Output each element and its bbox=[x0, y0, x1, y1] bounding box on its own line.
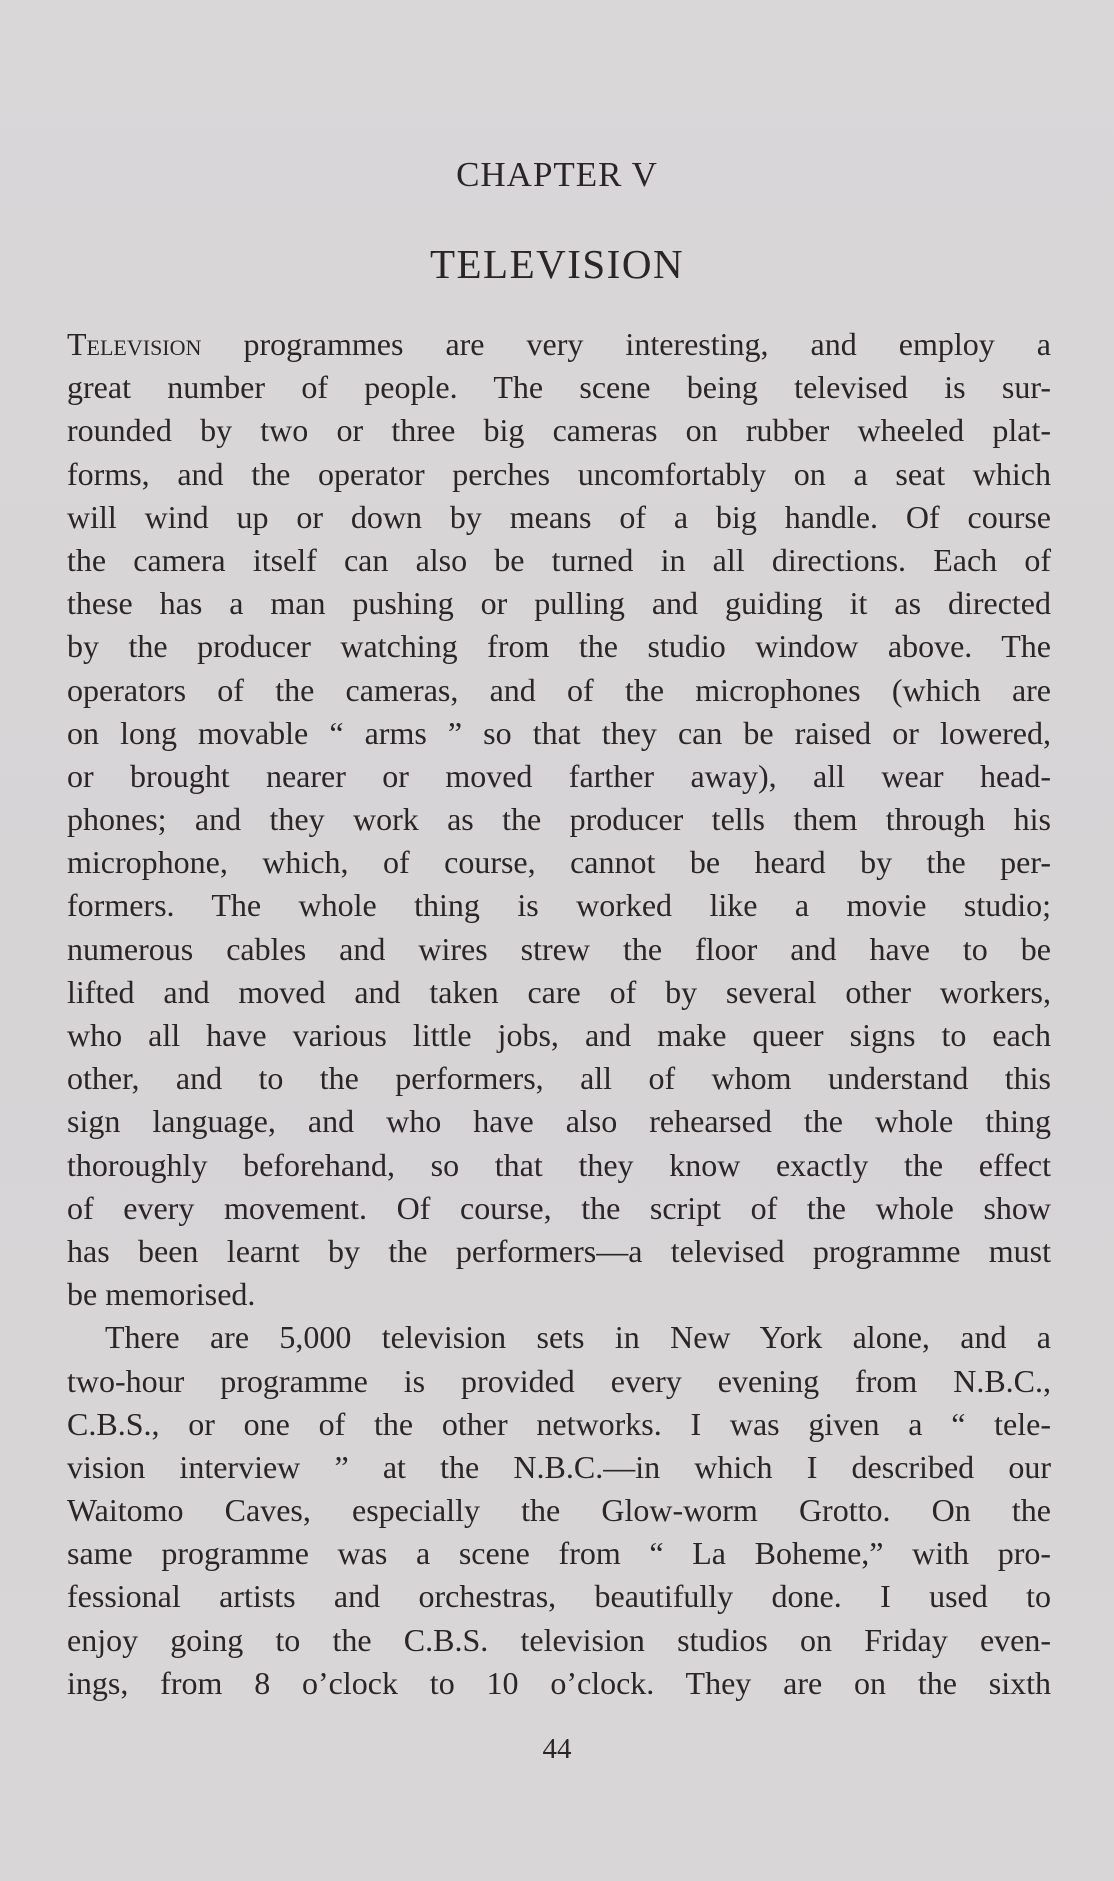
text-line: enjoy going to the C.B.S. television studios on Friday even- bbox=[67, 1621, 1051, 1658]
text-line: sign language, and who have also rehearsed the whole thing bbox=[67, 1103, 1051, 1140]
text-line: microphone, which, of course, cannot be heard by the per- bbox=[67, 844, 1051, 881]
text-line: forms, and the operator perches uncomfortably on a seat which bbox=[67, 455, 1051, 492]
text-line: Television programmes are very interesting, and employ a bbox=[67, 326, 1051, 362]
page-number: 44 bbox=[542, 1733, 572, 1765]
text-line: C.B.S., or one of the other networks. I was given a “ tele- bbox=[67, 1405, 1051, 1442]
text-line: lifted and moved and taken care of by several other workers, bbox=[67, 973, 1051, 1010]
text-line: ings, from 8 o’clock to 10 o’clock. They are on the sixth bbox=[67, 1664, 1051, 1701]
text-line: phones; and they work as the producer tells them through his bbox=[67, 801, 1051, 838]
text-line: these has a man pushing or pulling and guiding it as directed bbox=[67, 585, 1051, 622]
text-line: or brought nearer or moved farther away), all wear head- bbox=[67, 757, 1051, 794]
text-line: will wind up or down by means of a big handle. Of course bbox=[67, 498, 1051, 535]
body-text bbox=[67, 323, 1051, 1705]
text-line: two-hour programme is provided every evening from N.B.C., bbox=[67, 1362, 1051, 1399]
text-line: on long movable “ arms ” so that they can be raised or lowered, bbox=[67, 714, 1051, 751]
paragraph bbox=[67, 323, 1051, 1316]
text-line: formers. The whole thing is worked like a movie studio; bbox=[67, 887, 1051, 924]
text-line: There are 5,000 television sets in New York alone, and a bbox=[105, 1319, 1051, 1356]
text-line: be memorised. bbox=[67, 1276, 256, 1313]
text-line: Waitomo Caves, especially the Glow-worm Grotto. On the bbox=[67, 1492, 1051, 1529]
text-line: great number of people. The scene being televised is sur- bbox=[67, 369, 1051, 406]
chapter-label: CHAPTER V bbox=[456, 155, 658, 194]
text-line: same programme was a scene from “ La Boheme,” with pro- bbox=[67, 1535, 1051, 1572]
text-line: numerous cables and wires strew the floor and have to be bbox=[67, 930, 1051, 967]
text-line: who all have various little jobs, and make queer signs to each bbox=[67, 1017, 1051, 1053]
text-line: the camera itself can also be turned in all directions. Each of bbox=[67, 541, 1051, 578]
text-line: of every movement. Of course, the script of the whole show bbox=[67, 1189, 1051, 1226]
first-word: Television bbox=[67, 326, 202, 362]
text-line: other, and to the performers, all of whom understand this bbox=[67, 1060, 1051, 1097]
chapter-title: TELEVISION bbox=[429, 241, 685, 287]
text-line: rounded by two or three big cameras on rubber wheeled plat- bbox=[67, 412, 1051, 449]
text-line: thoroughly beforehand, so that they know exactly the effect bbox=[67, 1146, 1051, 1183]
text-line: operators of the cameras, and of the microphones (which are bbox=[67, 671, 1051, 708]
text-line: fessional artists and orchestras, beautifully done. I used to bbox=[67, 1578, 1051, 1615]
text-line: by the producer watching from the studio window above. The bbox=[67, 628, 1051, 665]
paragraph bbox=[67, 1316, 1051, 1705]
text-line: vision interview ” at the N.B.C.—in which I described our bbox=[67, 1448, 1051, 1485]
text-line: has been learnt by the performers—a televised programme must bbox=[67, 1232, 1051, 1269]
